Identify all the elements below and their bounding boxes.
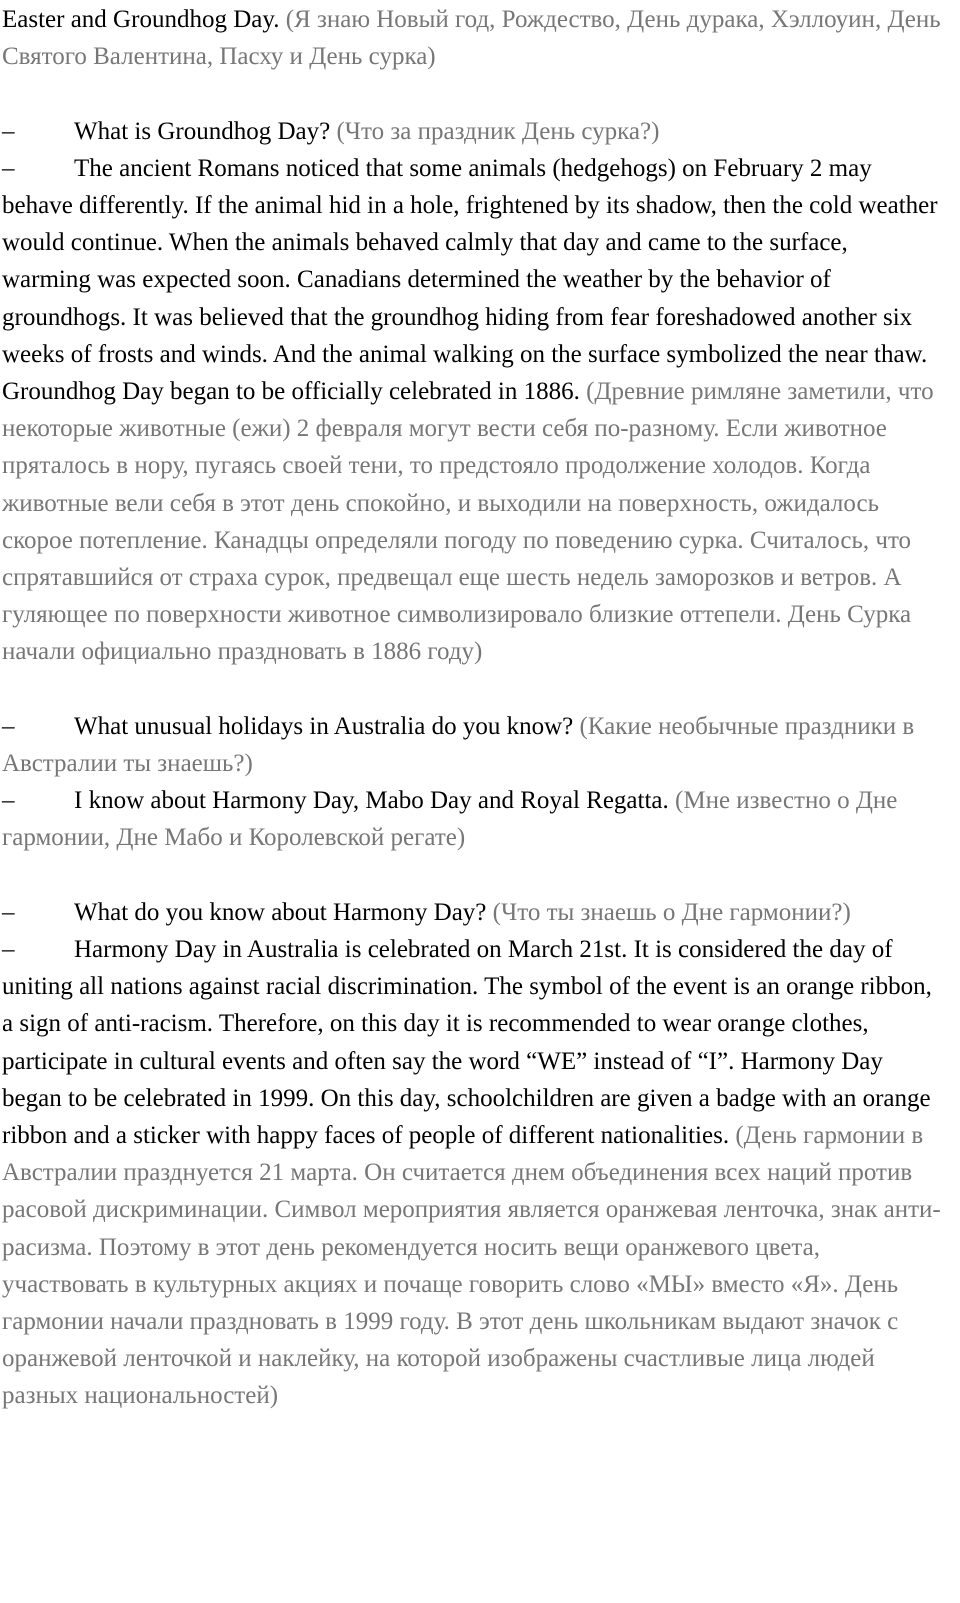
russian-translation: (Что за праздник День сурка?): [336, 117, 660, 145]
english-text: What do you know about Harmony Day?: [74, 898, 487, 926]
dialogue-dash: –: [2, 117, 15, 145]
english-text: Easter and Groundhog Day.: [2, 6, 280, 33]
paragraph-spacer: [2, 75, 942, 112]
answer-groundhog-day: [2, 150, 942, 671]
russian-translation: (Что ты знаешь о Дне гармонии?): [492, 898, 851, 926]
dialogue-dash: –: [2, 898, 15, 926]
english-text: What is Groundhog Day?: [74, 117, 331, 145]
english-text: Harmony Day in Australia is celebrated on March 21st. It is considered the day of uniting all nations against racial discrimination. The symbol of the event is an orange ribbon, a sign of anti-racism. Therefore, on this day it is recommended to wear orange clothes, participate in cultural events and often say the word “WE” instead of “I”. Harmony Day began to be celebrated in 1999. On this day, schoolchildren are given a badge with an orange ribbon and a sticker with happy faces of people of different nationalities.: [2, 936, 932, 1150]
english-text: The ancient Romans noticed that some animals (hedgehogs) on February 2 may behave differently. If the animal hid in a hole, frightened by its shadow, then the cold weather would continue. When the animals behaved calmly that day and came to the surface, warming was expected soon. Canadians determined the weather by the behavior of groundhogs. It was believed that the groundhog hiding from fear foreshadowed another six weeks of frosts and winds. And the animal walking on the surface symbolized the near thaw. Groundhog Day began to be officially celebrated in 1886.: [2, 154, 938, 406]
answer-australia-holidays: [2, 782, 942, 856]
russian-translation: (Какие необычные праздники в Австралии ты знаешь?): [2, 712, 915, 778]
question-harmony-day: [2, 894, 942, 931]
dialogue-dash: –: [2, 936, 15, 964]
paragraph-spacer: [2, 671, 942, 708]
dialogue-dash: –: [2, 787, 15, 815]
dialogue-dash: –: [2, 154, 15, 182]
paragraph-holidays-known: [2, 1, 942, 75]
english-text: What unusual holidays in Australia do you know?: [74, 712, 574, 740]
answer-harmony-day: [2, 931, 942, 1415]
question-australia-holidays: [2, 708, 942, 782]
dialogue-dash: –: [2, 712, 15, 740]
russian-translation: (Мне известно о Дне гармонии, Дне Мабо и Королевской регате): [2, 787, 898, 852]
paragraph-spacer: [2, 857, 942, 894]
russian-translation: (Древние римляне заметили, что некоторые животные (ежи) 2 февраля могут вести себя по-разному. Если животное пряталось в нору, пугаясь своей тени, то предстояло продолжение холодов. Когда животные вели себя в этот день спокойно, и выходили на поверхность, ожидалось скорое потепление. Канадцы определяли погоду по поведению сурка. Считалось, что спрятавшийся от страха сурок, предвещал еще шесть недель заморозков и ветров. А гуляющее по поверхности животное символизировало близкие оттепели. День Сурка начали официально праздновать в 1886 году): [2, 378, 934, 666]
russian-translation: (День гармонии в Австралии празднуется 21 марта. Он считается днем объединения всех наций против расовой дискриминации. Символ мероприятия является оранжевая ленточка, знак анти-расизма. Поэтому в этот день рекомендуется носить вещи оранжевого цвета, участвовать в культурных акциях и почаще говорить слово «МЫ» вместо «Я». День гармонии начали праздновать в 1999 году. В этот день школьникам выдают значок с оранжевой ленточкой и наклейку, на которой изображены счастливые лица людей разных национальностей): [2, 1122, 941, 1410]
english-text: I know about Harmony Day, Mabo Day and Royal Regatta.: [74, 787, 669, 815]
russian-translation: (Я знаю Новый год, Рождество, День дурака, Хэллоуин, День Святого Валентина, Пасху и День сурка): [2, 6, 941, 71]
question-groundhog-day: [2, 113, 942, 150]
